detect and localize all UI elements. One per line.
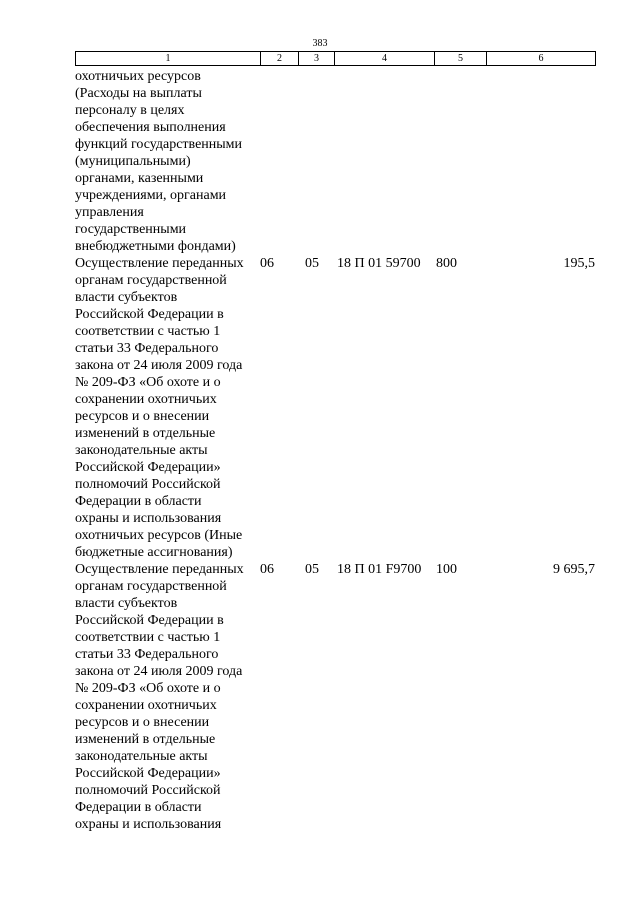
column-header-1: 1: [76, 52, 261, 66]
expense-type-code: 100: [436, 562, 457, 577]
description-line: сохранении охотничьих: [75, 698, 217, 713]
section-code: 06: [260, 256, 274, 271]
description-line: Осуществление переданных: [75, 562, 244, 577]
description-line: соответствии с частью 1: [75, 630, 221, 645]
description-line: ресурсов и о внесении: [75, 409, 210, 424]
description-line: Федерации в области: [75, 800, 202, 815]
table-row: [75, 68, 595, 255]
description-line: (Расходы на выплаты: [75, 86, 202, 101]
description-line: № 209-ФЗ «Об охоте и о: [75, 681, 221, 696]
row-description: [75, 68, 260, 255]
subsection-code: 05: [305, 256, 319, 271]
description-line: закона от 24 июля 2009 года: [75, 664, 243, 679]
description-line: охраны и использования: [75, 511, 222, 526]
expense-type-code: 800: [436, 256, 457, 271]
column-header-3: 3: [299, 52, 335, 66]
description-line: законодательные акты: [75, 443, 208, 458]
description-line: № 209-ФЗ «Об охоте и о: [75, 375, 221, 390]
description-line: полномочий Российской: [75, 477, 221, 492]
target-article-code: 18 П 01 59700: [337, 256, 421, 271]
description-line: изменений в отдельные: [75, 732, 216, 747]
description-line: Российской Федерации в: [75, 307, 224, 322]
column-header-row: [76, 52, 596, 66]
table-row: [75, 255, 595, 561]
description-line: органами, казенными: [75, 171, 204, 186]
description-line: органам государственной: [75, 273, 227, 288]
table-row: [75, 561, 595, 833]
description-line: Федерации в области: [75, 494, 202, 509]
description-line: персоналу в целях: [75, 103, 185, 118]
subsection-code: 05: [305, 562, 319, 577]
description-line: функций государственными: [75, 137, 243, 152]
section-code: 06: [260, 562, 274, 577]
budget-table-body: [75, 68, 595, 833]
description-line: (муниципальными): [75, 154, 191, 169]
description-line: управления: [75, 205, 144, 220]
description-line: Российской Федерации в: [75, 613, 224, 628]
description-line: статьи 33 Федерального: [75, 647, 219, 662]
description-line: обеспечения выполнения: [75, 120, 226, 135]
column-header-2: 2: [261, 52, 299, 66]
description-line: органам государственной: [75, 579, 227, 594]
description-line: охраны и использования: [75, 817, 222, 832]
target-article-code: 18 П 01 F9700: [337, 562, 422, 577]
description-line: Российской Федерации»: [75, 766, 221, 781]
description-line: охотничьих ресурсов: [75, 69, 201, 84]
description-line: изменений в отдельные: [75, 426, 216, 441]
description-line: власти субъектов: [75, 290, 178, 305]
row-description: [75, 255, 260, 561]
description-line: статьи 33 Федерального: [75, 341, 219, 356]
description-line: соответствии с частью 1: [75, 324, 221, 339]
description-line: полномочий Российской: [75, 783, 221, 798]
description-line: сохранении охотничьих: [75, 392, 217, 407]
description-line: законодательные акты: [75, 749, 208, 764]
description-line: Осуществление переданных: [75, 256, 244, 271]
description-line: ресурсов и о внесении: [75, 715, 210, 730]
description-line: Российской Федерации»: [75, 460, 221, 475]
column-header-table: [75, 51, 596, 66]
amount: 195,5: [563, 256, 595, 271]
column-header-6: 6: [487, 52, 596, 66]
description-line: учреждениями, органами: [75, 188, 227, 203]
description-line: власти субъектов: [75, 596, 178, 611]
column-header-4: 4: [335, 52, 435, 66]
description-line: бюджетные ассигнования): [75, 545, 233, 560]
description-line: закона от 24 июля 2009 года: [75, 358, 243, 373]
page-number: 383: [312, 38, 328, 49]
column-header-5: 5: [435, 52, 487, 66]
row-description: [75, 561, 260, 833]
amount: 9 695,7: [553, 562, 595, 577]
description-line: охотничьих ресурсов (Иные: [75, 528, 243, 543]
description-line: внебюджетными фондами): [75, 239, 236, 254]
description-line: государственными: [75, 222, 187, 237]
